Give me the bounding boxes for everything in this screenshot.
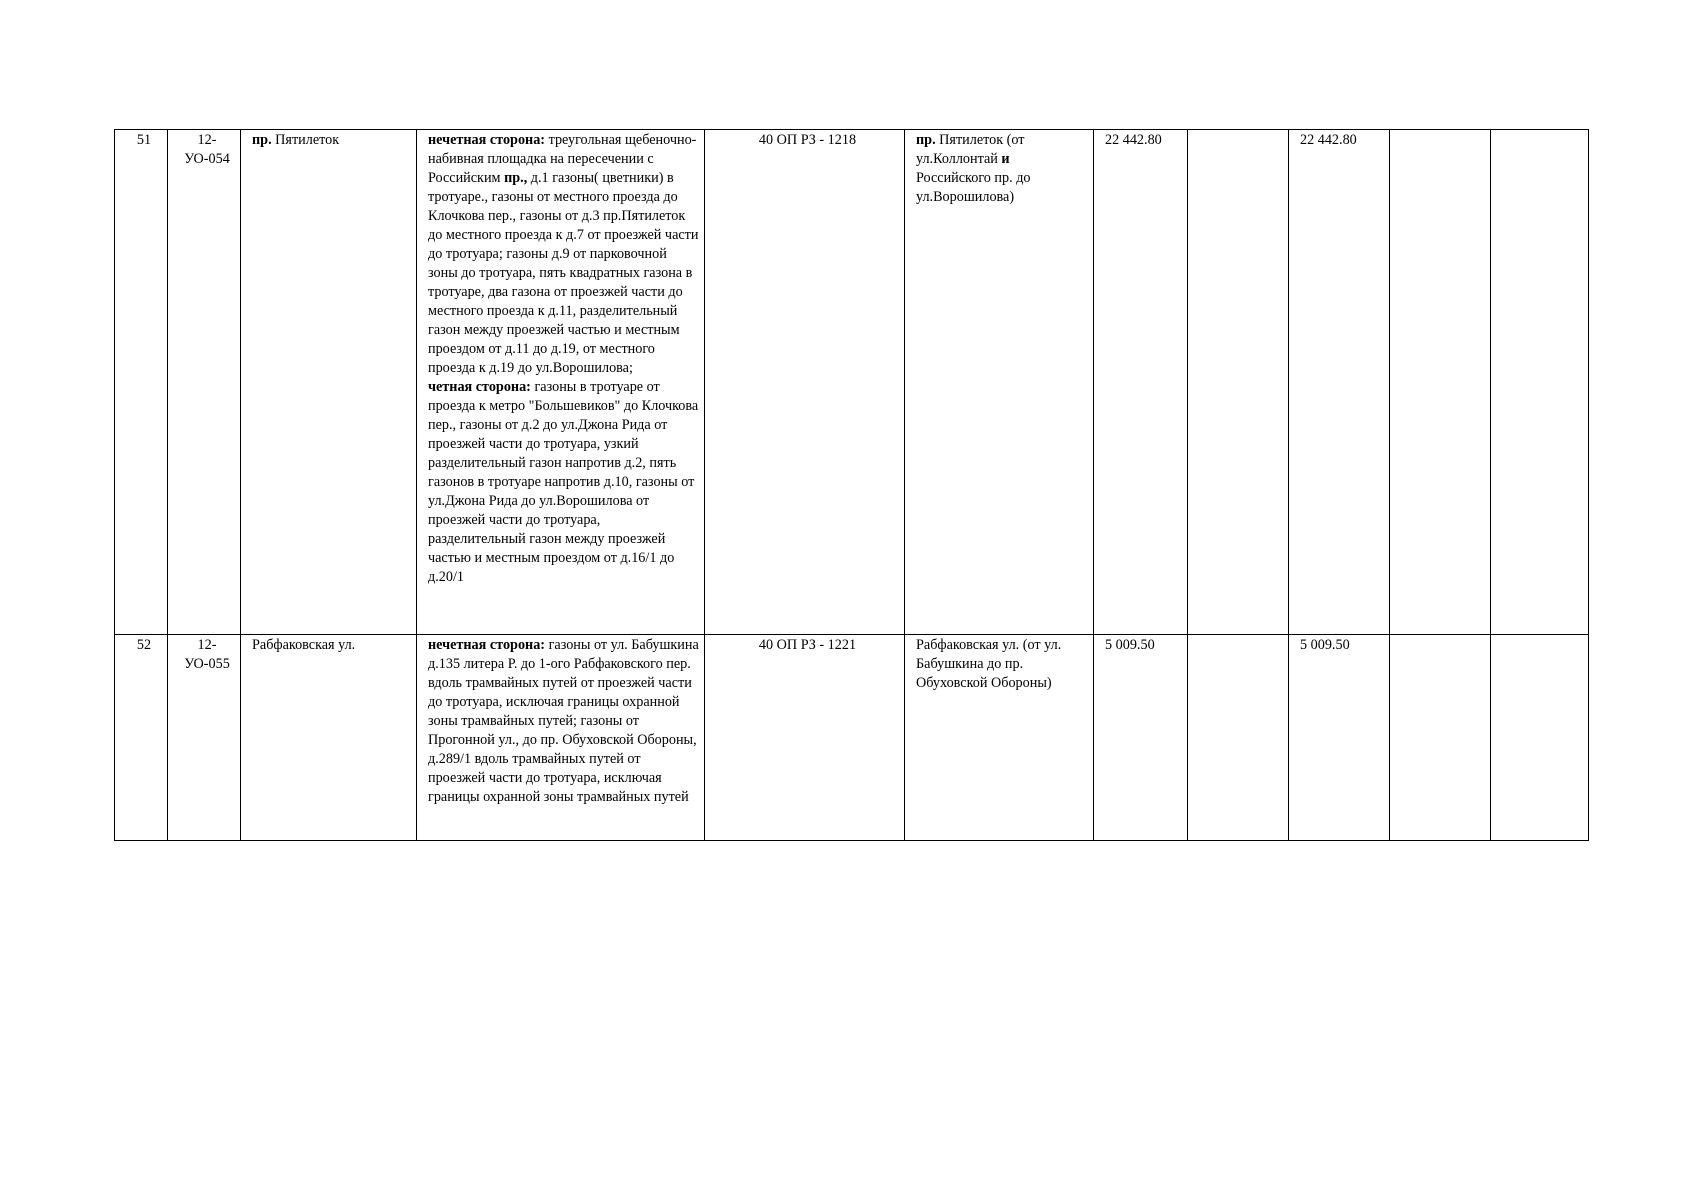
empty-cell	[1188, 635, 1289, 841]
desc-bold: нечетная сторона:	[428, 132, 546, 148]
desc-bold: нечетная сторона:	[428, 637, 546, 653]
location-bold: пр.	[916, 132, 936, 148]
empty-cell	[1491, 635, 1589, 841]
object-name	[241, 130, 417, 635]
object-code: 12-УО-055	[168, 635, 241, 841]
object-description	[417, 130, 705, 635]
desc-text: д.1 газоны( цветники) в тротуаре., газоны от местного проезда до Клочкова пер., газоны от д.3 пр.Пятилеток до местного проезда к д.7 от проезжей части до тротуара; газоны д.9 от парковочной зоны до тротуара, пять квадратных газона в тротуаре, два газона от проезжей части до местного проезда к д.11, разделительный газон между проезжей частью и местным проездом от д.11 до д.19, от местного проезда к д.19 до ул.Ворошилова;	[428, 170, 699, 376]
object-name	[241, 635, 417, 841]
register-table	[114, 129, 1589, 841]
object-code: 12-УО-054	[168, 130, 241, 635]
registry-number: 40 ОП РЗ - 1218	[705, 130, 905, 635]
table-row	[115, 635, 1589, 841]
total-value: 22 442.80	[1289, 130, 1390, 635]
row-number: 52	[115, 635, 168, 841]
object-location	[905, 635, 1094, 841]
object-name-bold: пр.	[252, 132, 272, 148]
area-value: 5 009.50	[1094, 635, 1188, 841]
desc-bold: пр.,	[504, 170, 528, 186]
location-text: Рабфаковская ул. (от ул. Бабушкина до пр. Обуховской Обороны)	[916, 637, 1062, 691]
empty-cell	[1491, 130, 1589, 635]
desc-bold: четная сторона:	[428, 379, 531, 395]
location-bold: и	[1001, 151, 1010, 167]
table-body	[115, 130, 1589, 841]
desc-text: газоны от ул. Бабушкина д.135 литера Р. до 1-ого Рабфаковского пер. вдоль трамвайных путей от проезжей части до тротуара, исключая границы охранной зоны трамвайных путей; газоны от Прогонной ул., до пр. Обуховской Обороны, д.289/1 вдоль трамвайных путей от проезжей части до тротуара, исключая границы охранной зоны трамвайных путей	[428, 637, 699, 805]
object-location	[905, 130, 1094, 635]
object-description	[417, 635, 705, 841]
table-row	[115, 130, 1589, 635]
object-name-text: Пятилеток	[271, 132, 340, 148]
empty-cell	[1390, 130, 1491, 635]
location-text: Пятилеток (от ул.Коллонтай	[916, 132, 1025, 167]
object-name-text: Рабфаковская ул.	[252, 637, 356, 653]
total-value: 5 009.50	[1289, 635, 1390, 841]
empty-cell	[1390, 635, 1491, 841]
location-text: Российского пр. до ул.Ворошилова)	[916, 170, 1031, 205]
registry-number: 40 ОП РЗ - 1221	[705, 635, 905, 841]
area-value: 22 442.80	[1094, 130, 1188, 635]
row-number: 51	[115, 130, 168, 635]
desc-text: треугольная щебеночно-набивная площадка на пересечении с Российским	[428, 132, 697, 186]
empty-cell	[1188, 130, 1289, 635]
desc-text: газоны в тротуаре от проезда к метро "Большевиков" до Клочкова пер., газоны от д.2 до ул.Джона Рида от проезжей части до тротуара, узкий разделительный газон напротив д.2, пять газонов в тротуаре напротив д.10, газоны от ул.Джона Рида до ул.Ворошилова от проезжей части до тротуара, разделительный газон между проезжей частью и местным проездом от д.16/1 до д.20/1	[428, 379, 699, 585]
